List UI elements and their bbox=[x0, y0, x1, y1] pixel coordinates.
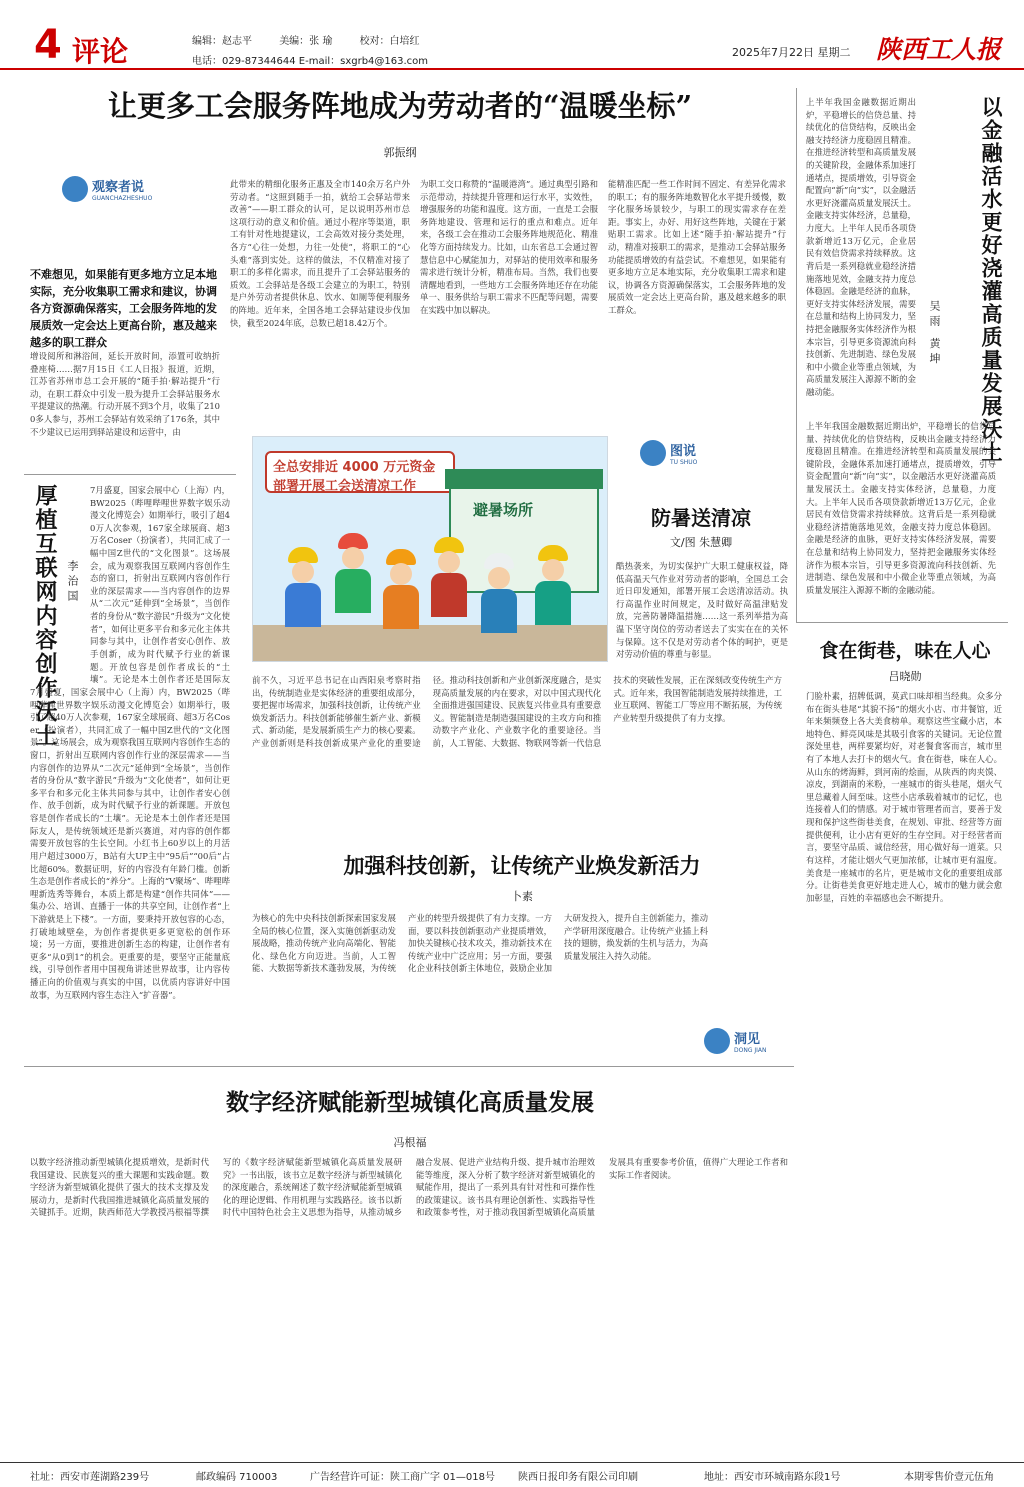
main-article-author: 郭振纲 bbox=[383, 146, 417, 159]
badge-title: 观察者说 bbox=[92, 180, 145, 195]
cooling-shelter bbox=[449, 483, 599, 593]
tech-article-text-bottom: 为核心的先中央科技创新探索国家发展全局的核心位置，深入实施创新驱动发展战略，推动传统产业向高端化、智能化、绿色化方向迈进。当前，人工智能、大数据等新技术蓬勃发展，为传统产业的转型升级提供了有力支撑。一方面，要以科技创新驱动产业提质增效，加快关键核心技术攻关，推动新技术在传统产业中广泛应用；另一方面，要强化企业科技创新主体地位，鼓励企业加大研发投入，提升自主创新能力，推动产学研用深度融合。让传统产业插上科技的翅膀，焕发新的生机与活力，为高质量发展注入持久动能。 bbox=[252, 913, 708, 974]
cartoon-banner bbox=[265, 451, 455, 493]
main-article-col-3: 为职工交口称赞的“温暖港湾”。通过典型引路和示范带动，持续提升管理和运行水平，实效性，增强服务的功能和温度。这方面，一直是工会服务阵地建设、管理和运行的重点和难点。近年来，各级工会在推动工会服务阵地规范化、精准化等方面持续发力。比如，山东省总工会通过智慧信息中心赋能加力，对驿站的使用效率和服务需求进行统计分析，精准布局。当然，我们也要清醒地看到，一些地方工会服务阵地还存在功能单一、服务供给与职工需求不匹配等问题，需要在实践中加以解决。 bbox=[420, 179, 598, 316]
footer-printer: 陕西日报印务有限公司印刷 bbox=[518, 1472, 638, 1483]
column-divider bbox=[796, 88, 797, 622]
digital-economy-text: 以数字经济推动新型城镇化提质增效，是新时代我国建设、民族复兴的重大课题和实践命题。数字经济为新型城镇化提供了强大的技术支撑及发展动力，是新时代我国推进城镇化高质量发展的关键抓手。近期，陕西师范大学教授冯根福等撰写的《数字经济赋能新型城镇化高质量发展研究》一书出版，该书立足数字经济与新型城镇化的深度融合，系统阐述了数字经济赋能新型城镇化的理论逻辑、作用机理与实践路径。该书以新时代中国特色社会主义思想为指导，从推动城乡融合发展、促进产业结构升级、提升城市治理效能等维度，深入分析了数字经济对新型城镇化的赋能作用，提出了一系列具有针对性和可操作性的政策建议。该书具有理论创新性、实践指导性和政策参考性，对于推动我国新型城镇化高质量发展具有重要参考价值，值得广大理论工作者和实际工作者阅读。 bbox=[30, 1157, 788, 1218]
tushuo-badge bbox=[640, 440, 697, 466]
badge-subtitle: GUANCHAZHESHUO bbox=[92, 195, 153, 202]
badge-title: 图说 bbox=[670, 444, 697, 459]
section-name: 评论 bbox=[72, 35, 129, 68]
badge-subtitle: DONG JIAN bbox=[734, 1047, 767, 1054]
shelter-roof bbox=[445, 469, 603, 489]
footer bbox=[0, 1462, 1024, 1487]
cartoon-title: 防暑送清凉 bbox=[651, 506, 751, 530]
worker-figure bbox=[333, 533, 373, 613]
badge-subtitle: TU SHUO bbox=[670, 459, 698, 466]
worker-figure bbox=[429, 537, 469, 617]
worker-figure bbox=[533, 545, 573, 625]
badge-title: 洞见 bbox=[734, 1032, 761, 1047]
digital-economy-title: 数字经济赋能新型城镇化高质量发展 bbox=[226, 1089, 594, 1116]
newspaper-logo: 陕西工人报 bbox=[876, 35, 1002, 64]
tech-article-author: 卜素 bbox=[511, 890, 533, 903]
finance-article-text-a: 上半年我国金融数据近期出炉，平稳增长的信贷总量、持续优化的信贷结构，反映出金融支持经济力度稳固且精准。在推进经济转型和高质量发展的关键阶段，金融体系加速打通堵点，提质增效，引导资金配置向“新”向“实”，以金融活水更好浇灌高质量发展沃土。金融支持实体经济，总量稳，力度大。上半年人民币各项贷款新增近13万亿元，企业居民有效信贷需求持续释放。这背后是一系列稳就业稳经济措施落地见效，金融支持力度总体稳固。金融是经济的血脉，更好支持实体经济发展，需要在总量和结构上协同发力，坚持把金融服务实体经济作为根本宗旨，引导更多资源流向科技创新、先进制造、绿色发展和中小微企业等重点领域，为高质量发展注入源源不断的金融动能。 bbox=[806, 97, 916, 398]
main-article-col-1: 增设阅所和淋浴间，延长开放时间，添置可收纳折叠座椅……据7月15日《工人日报》报道，近期，江苏省苏州市总工会开展的“随手拍·解站提升”行动，在职工群众中引发一股为提升工会驿站服务水平提建议的热潮。行动开展不到3个月，收集了2100多人参与，苏州工会驿站有效采纳了176条，其中不少建议已运用到驿站建设和运营中，由 bbox=[30, 351, 220, 437]
worker-figure bbox=[381, 549, 421, 629]
finance-article-text-b: 上半年我国金融数据近期出炉，平稳增长的信贷总量、持续优化的信贷结构，反映出金融支持经济力度稳固且精准。在推进经济转型和高质量发展的关键阶段，金融体系加速打通堵点，提质增效，引导资金配置向“新”向“实”，以金融活水更好浇灌高质量发展沃土。金融支持实体经济，总量稳，力度大。上半年人民币各项贷款新增近13万亿元，企业居民有效信贷需求持续释放。这背后是一系列稳就业稳经济措施落地见效，金融支持力度总体稳固。金融是经济的血脉，更好支持实体经济发展，需要在总量和结构上协同发力，坚持把金融服务实体经济作为根本宗旨，引导更多资源流向科技创新、先进制造、绿色发展和中小微企业等重点领域，为高质量发展注入源源不断的金融动能。 bbox=[806, 421, 996, 595]
editor-info bbox=[192, 32, 444, 47]
shelter-label: 避暑场所 bbox=[473, 501, 534, 519]
footer-price: 本期零售价壹元伍角 bbox=[904, 1472, 994, 1483]
internet-article-author: 李治国 bbox=[66, 560, 79, 605]
finance-article-author: 吴雨 黄坤 bbox=[928, 300, 941, 368]
main-article-lead: 不难想见，如果能有更多地方立足本地实际，充分收集职工需求和建议，协调各方资源确保落实，工会服务阵地的发展质效一定会达上更高台阶，惠及越来越多的职工群众 bbox=[30, 268, 217, 350]
main-article-title: 让更多工会服务阵地成为劳动者的“温暖坐标” bbox=[107, 89, 693, 123]
ground bbox=[253, 625, 607, 661]
badge-circle-icon bbox=[640, 440, 666, 466]
page-number: 4 bbox=[34, 22, 62, 68]
main-article-col-4: 能精准匹配一些工作时间不固定、有差异化需求的职工；有的服务阵地数智化水平提升缓慢，数字化服务场景较少，与职工的现实需求存在差距。事实上，办好、用好这些阵地，关键在于紧贴职工需求。比如上述“随手拍·解站提升”行动，精准对接职工的需求，是推动工会驿站服务功能提质增效的有益尝试。不难想见，如果能有更多地方立足本地实际，充分收集职工需求和建议，协调各方资源确保落实，工会服务阵地的发展质效一定会达上更高台阶，惠及越来越多的职工群众。 bbox=[608, 179, 786, 316]
issue-date: 2025年7月22日 星期二 bbox=[732, 46, 851, 59]
contact-info: 电话：029-87344644 E-mail：sxgrb4@163.com bbox=[192, 56, 429, 67]
footer-license: 广告经营许可证：陕工商广字 01—018号 bbox=[310, 1472, 495, 1483]
digital-economy-author: 冯根福 bbox=[393, 1136, 427, 1149]
food-article-title: 食在街巷，味在人心 bbox=[819, 640, 991, 662]
footer-printer-address: 地址：西安市环城南路东段1号 bbox=[704, 1472, 841, 1483]
banner-line-2: 部署开展工会送清凉工作 bbox=[273, 479, 417, 494]
main-article-col-2: 此带来的精细化服务正惠及全市140余万名户外劳动者。“这照到随手一拍，就给工会驿站带来改善”——职工群众的认可，足以说明苏州市总这项行动的意义和价值。通过小程序等渠道，职工有针对性地提建议，工会高效对接分类处理，各方“心往一处想，力往一处使”，将职工的“心头难”落到实处。这样的做法，不仅精准对接了职工的多样化需求，而且提升了工会驿站服务的质效。工会驿站是各级工会建立的为职工，特别是户外劳动者提供休息、饮水、如厕等便利服务的阵地。近年来，全国各地工会驿站建设步伐加快，截至2024年底，总数已超18.42万个。 bbox=[230, 179, 410, 328]
section-rule bbox=[24, 474, 236, 475]
dongjian-badge bbox=[704, 1028, 767, 1054]
badge-circle-icon bbox=[62, 176, 88, 202]
masthead bbox=[0, 0, 1024, 70]
cartoon-text: 酷热袭来，为切实保护广大职工健康权益，降低高温天气作业对劳动者的影响，全国总工会近日印发通知，部署开展工会送清凉活动。执行高温作业时间规定，及时做好高温津贴发放，完善防暑降温措施……这一系列举措为高温下坚守岗位的劳动者送去了实实在在的关怀与保障。这不仅是对劳动者个体的呵护，更是对劳动价值的尊重与彰显。 bbox=[616, 561, 788, 660]
banner-line-1: 全总安排近 4000 万元资金 bbox=[273, 460, 436, 475]
observer-badge bbox=[62, 176, 152, 202]
worker-figure bbox=[283, 547, 323, 627]
badge-circle-icon bbox=[704, 1028, 730, 1054]
internet-article-text-a: 7月盛夏，国家会展中心（上海）内，BW2025（哔哩哔哩世界数字娱乐动漫文化博览会）如期举行，吸引了超40万人次参观，167家全球展商、超3万名Coser（扮演者），共同汇成了一幅中国Z世代的“文化图景”。这场展会，成为观察我国互联网内容创作生态的窗口，折射出互联网内容创作行业的深层需求——当内容创作的边界从“二次元”延伸到“全场景”，当创作者的身份从“数字游民”升级为“文化使者”，如何让更多平台和多元化主体共同参与其中，让创作者安心创作、放手创新，成为时代赋予行业的新课题。开放包容是创作者成长的“土壤”。无论是本土创作者还是国际友 bbox=[90, 485, 230, 684]
food-article-text: 门脸朴素，招牌低调，莫武口味却相当经典。众多分布在街头巷尾“其貌不扬”的烟火小店、市井餐馆，近年来频频登上各大美食榜单。观察这些宝藏小店，本地特色、鲜亮风味是其吸引食客的关键词。无论位置深处里巷，两样要紧均好，对老餐食客而言，城市里有了本地人去打卡的烟火气。食在街巷，味在人心。从山东的烤海鲜，到河南的烩面，从陕西的肉夹馍、凉皮，到湖南的米粉，一座城市的街头巷尾，烟火气里总藏着人间至味。这些小店承载着城市的记忆，也连接着人们的情感。对于城市管理者而言，要善于发现和保护这些街巷美食，在规划、审批、经营等方面提供便利，让小店有更好的生存空间。对于经营者而言，要坚守品质、诚信经营，用心做好每一道菜。只有这样，才能让烟火气更加浓郁，让城市更有温度。美食是一座城市的名片，更是城市文化的重要组成部分。让街巷美食更好地走进人心，城市的魅力就会愈加彰显，百姓的幸福感也会不断提升。 bbox=[806, 691, 1002, 903]
worker-figure bbox=[479, 553, 519, 633]
section-rule bbox=[24, 1066, 794, 1067]
section-rule bbox=[796, 622, 1008, 623]
internet-article-text-b: 7月盛夏，国家会展中心（上海）内，BW2025（哔哩哔哩世界数字娱乐动漫文化博览会）如期举行，吸引了超40万人次参观，167家全球展商、超3万名Coser（扮演者），共同汇成了一幅中国Z世代的“文化图景”。这场展会，成为观察我国互联网内容创作生态的窗口，折射出互联网内容创作行业的深层需求——当内容创作的边界从“二次元”延伸到“全场景”，当创作者的身份从“数字游民”升级为“文化使者”，如何让更多平台和多元化主体共同参与其中，让创作者安心创作、放手创新，成为时代赋予行业的新课题。开放包容是创作者成长的“土壤”。无论是本土创作者还是国际友人，是传统领域还是新兴赛道，对内容的创作都需要开放包容的生长空间。小红书上60岁以上的月活用户超过3000万，B站有大UP主中“95后”“00后”占比超60%。数据证明，好的内容没有年龄门槛。创新生态是创作者成长的“养分”。上海的“V聚场”、哔哩哔哩新选秀等舞台，本质上都是构建“创作共同体”——集办公、培训、直播于一体的共享空间，让创作者“上下游就是上下楼”。一方面，要秉持开放包容的心态，打破地域壁垒，为创作者提供更多更宽松的创作环境；另一方面，要推进创新生态的构建，让创作者有更多“从0到1”的机会。更重要的是，要坚守正能量底线，引导创作者用中国视角讲述世界故事，让内容传播正向的价值观与真实的中国，以优质内容讲好中国故事，为互联网内容生态注入“扩音器”。 bbox=[30, 687, 230, 1000]
proofreader: 校对：白培红 bbox=[359, 36, 420, 47]
tech-article-title: 加强科技创新，让传统产业焕发新活力 bbox=[343, 853, 701, 878]
food-article-author: 吕晓勋 bbox=[888, 670, 922, 683]
footer-address: 社址：西安市莲湖路239号 bbox=[30, 1472, 150, 1483]
editor: 编辑：赵志平 bbox=[192, 36, 252, 47]
internet-article-title: 厚植互联网内容创作沃土 bbox=[32, 484, 58, 748]
tech-article-text-top: 前不久，习近平总书记在山西阳泉考察时指出，传统制造业是实体经济的重要组成部分，要把握市场需求，加强科技创新，让传统产业焕发新活力。科技创新能够催生新产业、新模式、新动能，是发展新质生产力的核心要素。产业创新则是科技创新成果产业化的重要途径。推动科技创新和产业创新深度融合，是实现高质量发展的内在要求，对以中国式现代化全面推进强国建设、民族复兴伟业具有重要意义。智能制造是制造强国建设的主攻方向和推动数字产业化、产业数字化的重要途径。当前，人工智能、大数据、物联网等新一代信息技术的突破性发展，正在深刻改变传统生产方式。近年来，我国智能制造发展持续推进，工业互联网、智能工厂等应用不断拓展，为传统产业转型升级提供了有力支撑。 bbox=[252, 675, 782, 749]
art-editor: 美编：张 瑜 bbox=[279, 36, 333, 47]
finance-article-title: 以金融活水更好浇灌高质量发展沃土 bbox=[979, 96, 1004, 464]
footer-postcode: 邮政编码 710003 bbox=[196, 1472, 278, 1483]
cartoon-author: 文/图 朱慧卿 bbox=[669, 536, 733, 549]
cartoon-illustration bbox=[252, 436, 608, 662]
